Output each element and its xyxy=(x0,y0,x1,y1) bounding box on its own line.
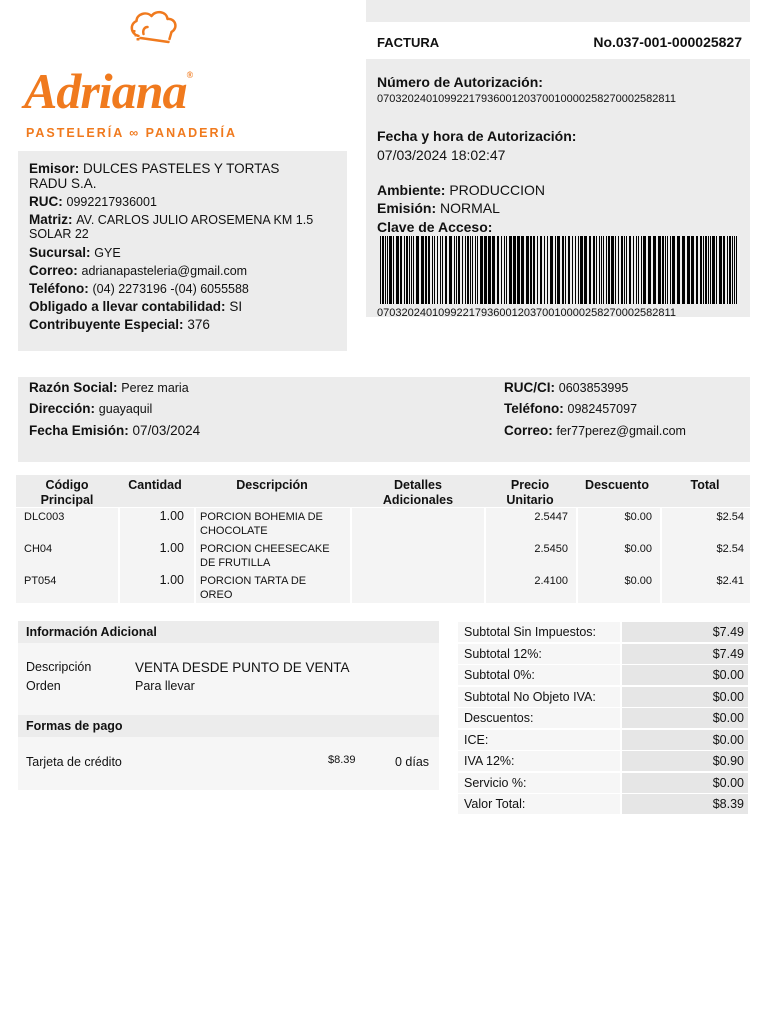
barcode-bar xyxy=(421,236,424,304)
barcode-bar xyxy=(700,236,702,304)
ruc-label: RUC: xyxy=(29,194,63,209)
ruc-line xyxy=(29,194,339,210)
cliente-telefono-value: 0982457097 xyxy=(567,402,638,416)
brand-subtitle: PASTELERÍA ∞ PANADERÍA xyxy=(26,126,238,140)
brand-name: Adriana xyxy=(24,63,187,119)
totals-row xyxy=(458,687,748,708)
barcode-bar xyxy=(601,236,602,304)
barcode-bar xyxy=(513,236,516,304)
barcode-bar xyxy=(393,236,394,304)
cell-total: $2.54 xyxy=(716,543,744,555)
barcode-bar xyxy=(648,236,651,304)
barcode-bar xyxy=(480,236,483,304)
totals-row xyxy=(458,622,748,643)
barcode-bar xyxy=(492,236,495,304)
cell-descripcion-2: CHOCOLATE xyxy=(200,525,268,537)
barcode-bar xyxy=(557,236,560,304)
fecha-value: 07/03/2024 xyxy=(132,423,201,438)
barcode-bar xyxy=(547,236,548,304)
totals-row xyxy=(458,773,748,794)
header-codigo-1: Código xyxy=(45,478,89,492)
barcode-bar xyxy=(445,236,447,304)
ambiente-value: PRODUCCION xyxy=(449,182,546,198)
formas-pago-header xyxy=(18,715,439,737)
cell-total: $2.54 xyxy=(716,511,744,523)
ruc-ci-value: 0603853995 xyxy=(558,381,629,395)
auth-date-label: Fecha y hora de Autorización: xyxy=(377,128,577,144)
totals-value: $0.90 xyxy=(712,754,744,768)
barcode-bar xyxy=(416,236,419,304)
ruc-value: 0992217936001 xyxy=(66,195,157,209)
column-divider xyxy=(194,508,196,603)
registered-mark-icon: ® xyxy=(186,70,193,80)
barcode-bar xyxy=(425,236,427,304)
header-cantidad: Cantidad xyxy=(128,478,182,492)
barcode-bar xyxy=(475,236,476,304)
barcode-bar xyxy=(599,236,600,304)
emisor-name-2: RADU S.A. xyxy=(29,176,97,191)
barcode-bar xyxy=(727,236,728,304)
correo-label: Correo: xyxy=(29,263,78,278)
barcode-bar xyxy=(537,236,538,304)
barcode-bar xyxy=(596,236,597,304)
correo-value: adrianapasteleria@gmail.com xyxy=(81,264,248,278)
barcode-bar xyxy=(540,236,542,304)
obligado-value: SI xyxy=(229,299,243,314)
barcode-bar xyxy=(712,236,715,304)
totals-value: $0.00 xyxy=(712,711,744,725)
totals-row xyxy=(458,730,748,751)
auth-number: 0703202401099221793600120370010000258270002582811 xyxy=(377,93,676,105)
barcode-bar xyxy=(396,236,399,304)
razon-label: Razón Social: xyxy=(29,380,118,395)
cell-cantidad: 1.00 xyxy=(159,541,184,555)
totals-label: ICE: xyxy=(464,732,489,747)
razon-line xyxy=(29,380,189,395)
barcode-bar xyxy=(517,236,520,304)
barcode-bar xyxy=(703,236,704,304)
barcode-bar xyxy=(454,236,455,304)
barcode-bar xyxy=(568,236,570,304)
formas-pago-title: Formas de pago xyxy=(26,719,123,733)
barcode-bar xyxy=(380,236,381,304)
pago-plazo: 0 días xyxy=(395,755,430,769)
formas-pago-body xyxy=(18,737,439,790)
barcode-bar xyxy=(729,236,731,304)
header-codigo xyxy=(16,478,118,508)
cell-descripcion-1: PORCION BOHEMIA DE xyxy=(200,511,323,523)
obligado-line xyxy=(29,299,339,314)
barcode-bar xyxy=(667,236,668,304)
factura-label: FACTURA xyxy=(377,35,440,50)
emisor-line xyxy=(29,161,339,176)
header-detalles xyxy=(352,478,484,508)
barcode-bar xyxy=(658,236,661,304)
barcode-bar xyxy=(389,236,392,304)
barcode-bar xyxy=(611,236,614,304)
barcode-bar xyxy=(732,236,733,304)
totals-value: $0.00 xyxy=(712,775,744,790)
ambiente-line xyxy=(377,182,545,198)
cell-descuento: $0.00 xyxy=(624,575,652,587)
sucursal-value: GYE xyxy=(94,246,121,260)
cell-precio: 2.5450 xyxy=(534,543,568,555)
info-value: VENTA DESDE PUNTO DE VENTA xyxy=(135,660,350,675)
emisor-label: Emisor: xyxy=(29,161,80,176)
cliente-telefono-label: Teléfono: xyxy=(504,401,564,416)
cell-descripcion xyxy=(200,574,350,602)
cell-descuento: $0.00 xyxy=(624,543,652,555)
auth-date: 07/03/2024 18:02:47 xyxy=(377,147,506,163)
cell-cantidad: 1.00 xyxy=(159,573,184,587)
barcode-bar xyxy=(440,236,441,304)
barcode-bar xyxy=(456,236,457,304)
totals-row xyxy=(458,708,748,729)
barcode-bar xyxy=(521,236,524,304)
barcode-bar xyxy=(696,236,698,304)
barcode-bar xyxy=(719,236,722,304)
barcode-bar xyxy=(413,236,414,304)
barcode-bar xyxy=(723,236,725,304)
barcode-bar xyxy=(633,236,634,304)
barcode-bar xyxy=(565,236,566,304)
barcode-bar xyxy=(618,236,619,304)
barcode-bar xyxy=(484,236,487,304)
contribuyente-line xyxy=(29,317,339,332)
header-codigo-2: Principal xyxy=(40,493,94,507)
obligado-label: Obligado a llevar contabilidad: xyxy=(29,299,226,314)
cell-descripcion-2: DE FRUTILLA xyxy=(200,557,271,569)
barcode-bar xyxy=(555,236,556,304)
totals-label: Subtotal 0%: xyxy=(464,668,535,682)
telefono-label: Teléfono: xyxy=(29,281,89,296)
barcode-bar xyxy=(691,236,694,304)
barcode-bar xyxy=(497,236,499,304)
barcode-bar xyxy=(530,236,532,304)
contribuyente-value: 376 xyxy=(187,317,210,332)
matriz-line xyxy=(29,212,339,228)
barcode-bar xyxy=(621,236,623,304)
emisor-name-1: DULCES PASTELES Y TORTAS xyxy=(83,161,280,176)
barcode-bar xyxy=(533,236,535,304)
correo-line xyxy=(29,263,339,279)
cell-precio: 2.4100 xyxy=(534,575,568,587)
totals-value: $8.39 xyxy=(712,797,744,811)
barcode-bar xyxy=(624,236,625,304)
header-descripcion: Descripción xyxy=(236,478,308,492)
barcode-bar xyxy=(550,236,553,304)
barcode-bar xyxy=(409,236,410,304)
barcode-bar xyxy=(470,236,471,304)
cell-descuento: $0.00 xyxy=(624,511,652,523)
barcode-bar xyxy=(705,236,707,304)
barcode-bar xyxy=(641,236,642,304)
barcode-bar xyxy=(504,236,505,304)
barcode-bar xyxy=(406,236,408,304)
cliente-correo-label: Correo: xyxy=(504,423,553,438)
info-adicional-header xyxy=(18,621,439,643)
barcode-bar xyxy=(629,236,631,304)
barcode-bar xyxy=(400,236,402,304)
barcode-bar xyxy=(382,236,384,304)
header-descuento: Descuento xyxy=(585,478,649,492)
barcode-bar xyxy=(385,236,386,304)
barcode-bar xyxy=(428,236,430,304)
barcode-bar xyxy=(636,236,637,304)
totals-value: $7.49 xyxy=(712,625,744,639)
cell-total: $2.41 xyxy=(716,575,744,587)
barcode-bar xyxy=(734,236,735,304)
cell-cantidad: 1.00 xyxy=(159,509,184,523)
emisor-box xyxy=(18,151,347,351)
direccion-value: guayaquil xyxy=(98,402,153,416)
factura-number: No.037-001-000025827 xyxy=(593,34,742,50)
barcode-bar xyxy=(387,236,388,304)
sucursal-line xyxy=(29,245,339,261)
totals-label: Subtotal Sin Impuestos: xyxy=(464,625,597,639)
barcode-bar xyxy=(432,236,433,304)
cell-descripcion-1: PORCION TARTA DE xyxy=(200,575,307,587)
barcode-bar xyxy=(442,236,443,304)
barcode-bar xyxy=(653,236,656,304)
telefono-line xyxy=(29,281,339,297)
barcode-bar xyxy=(544,236,545,304)
auth-number-label: Número de Autorización: xyxy=(377,74,543,90)
barcode-bar xyxy=(434,236,435,304)
totals-value: $0.00 xyxy=(712,732,744,747)
barcode-bar xyxy=(682,236,685,304)
totals-label: Valor Total: xyxy=(464,797,526,811)
pago-amount: $8.39 xyxy=(328,754,356,766)
razon-value: Perez maria xyxy=(121,381,189,395)
barcode-bar xyxy=(670,236,671,304)
header-detalles-1: Detalles xyxy=(394,478,442,492)
totals-label: Servicio %: xyxy=(464,775,527,790)
ambiente-label: Ambiente: xyxy=(377,182,446,198)
clave-label: Clave de Acceso: xyxy=(377,219,493,235)
barcode-bar xyxy=(593,236,595,304)
barcode-bar xyxy=(449,236,452,304)
direccion-label: Dirección: xyxy=(29,401,96,416)
matriz-value-1: AV. CARLOS JULIO AROSEMENA KM 1.5 xyxy=(76,213,314,227)
header-precio xyxy=(486,478,574,508)
totals-value: $0.00 xyxy=(712,689,744,704)
cliente-correo-line xyxy=(504,423,686,438)
totals-value: $0.00 xyxy=(712,668,744,682)
barcode-bar xyxy=(708,236,709,304)
barcode-bar xyxy=(608,236,610,304)
cell-codigo: PT054 xyxy=(24,575,57,587)
totals-label: Descuentos: xyxy=(464,711,534,725)
barcode-bar xyxy=(638,236,639,304)
barcode-bar xyxy=(615,236,616,304)
fecha-label: Fecha Emisión: xyxy=(29,423,129,438)
barcode-bar xyxy=(578,236,579,304)
barcode-bar xyxy=(662,236,664,304)
barcode-bar xyxy=(736,236,737,304)
brand-logo-text xyxy=(24,62,192,120)
barcode-bar xyxy=(437,236,438,304)
matriz-label: Matriz: xyxy=(29,212,73,227)
contribuyente-label: Contribuyente Especial: xyxy=(29,317,184,332)
ruc-ci-label: RUC/CI: xyxy=(504,380,555,395)
header-total: Total xyxy=(690,478,720,492)
matriz-value-2: SOLAR 22 xyxy=(29,227,89,241)
barcode-bar xyxy=(584,236,587,304)
info-label: Orden xyxy=(26,679,61,693)
cliente-telefono-line xyxy=(504,401,637,416)
totals-row xyxy=(458,665,748,686)
clave-number: 0703202401099221793600120370010000258270002582811 xyxy=(377,307,676,319)
cell-codigo: DLC003 xyxy=(24,511,65,523)
header-precio-1: Precio xyxy=(510,478,550,492)
info-adicional-body xyxy=(18,643,439,715)
barcode-bar xyxy=(501,236,502,304)
barcode-bar xyxy=(472,236,473,304)
totals-row xyxy=(458,794,748,815)
telefono-value: (04) 2273196 -(04) 6055588 xyxy=(92,282,249,296)
cliente-correo-value: fer77perez@gmail.com xyxy=(556,424,686,438)
barcode-bar xyxy=(506,236,507,304)
items-header xyxy=(16,475,750,507)
barcode-bar xyxy=(509,236,512,304)
barcode-bar xyxy=(626,236,627,304)
totals-label: Subtotal 12%: xyxy=(464,646,542,661)
direccion-line xyxy=(29,401,152,416)
cell-precio: 2.5447 xyxy=(534,511,568,523)
barcode-bar xyxy=(572,236,573,304)
fecha-line xyxy=(29,423,200,438)
cell-descripcion-2: OREO xyxy=(200,589,233,601)
barcode-bar xyxy=(672,236,675,304)
totals-value: $7.49 xyxy=(712,646,744,661)
totals-row xyxy=(458,751,748,772)
barcode xyxy=(380,236,737,304)
pago-method: Tarjeta de crédito xyxy=(26,755,122,769)
cell-descripcion xyxy=(200,510,350,538)
totals-label: IVA 12%: xyxy=(464,754,515,768)
barcode-bar xyxy=(687,236,690,304)
column-divider xyxy=(350,508,352,603)
barcode-bar xyxy=(575,236,576,304)
totals-row xyxy=(458,644,748,665)
barcode-bar xyxy=(562,236,564,304)
emision-label: Emisión: xyxy=(377,200,437,216)
barcode-bar xyxy=(665,236,666,304)
barcode-bar xyxy=(603,236,604,304)
header-precio-2: Unitario xyxy=(506,493,554,507)
barcode-bar xyxy=(411,236,412,304)
barcode-bar xyxy=(477,236,478,304)
barcode-bar xyxy=(526,236,529,304)
cliente-box xyxy=(18,377,750,462)
emision-line xyxy=(377,200,500,216)
info-label: Descripción xyxy=(26,660,92,674)
barcode-bar xyxy=(589,236,591,304)
cell-descripcion xyxy=(200,542,350,570)
ruc-ci-line xyxy=(504,380,628,395)
barcode-bar xyxy=(488,236,491,304)
barcode-bar xyxy=(677,236,680,304)
barcode-bar xyxy=(467,236,469,304)
info-adicional-title: Información Adicional xyxy=(26,625,157,639)
totals-label: Subtotal No Objeto IVA: xyxy=(464,689,596,704)
cell-codigo: CH04 xyxy=(24,543,53,555)
barcode-bar xyxy=(465,236,466,304)
barcode-bar xyxy=(643,236,646,304)
barcode-bar xyxy=(580,236,583,304)
barcode-bar xyxy=(404,236,405,304)
cell-descripcion-1: PORCION CHEESECAKE xyxy=(200,543,330,555)
header-strip xyxy=(366,0,750,22)
info-value: Para llevar xyxy=(135,679,195,693)
barcode-bar xyxy=(606,236,607,304)
barcode-bar xyxy=(710,236,711,304)
barcode-bar xyxy=(458,236,460,304)
sucursal-label: Sucursal: xyxy=(29,245,91,260)
emision-value: NORMAL xyxy=(440,200,500,216)
header-detalles-2: Adicionales xyxy=(382,493,454,507)
barcode-bar xyxy=(716,236,717,304)
barcode-bar xyxy=(462,236,463,304)
